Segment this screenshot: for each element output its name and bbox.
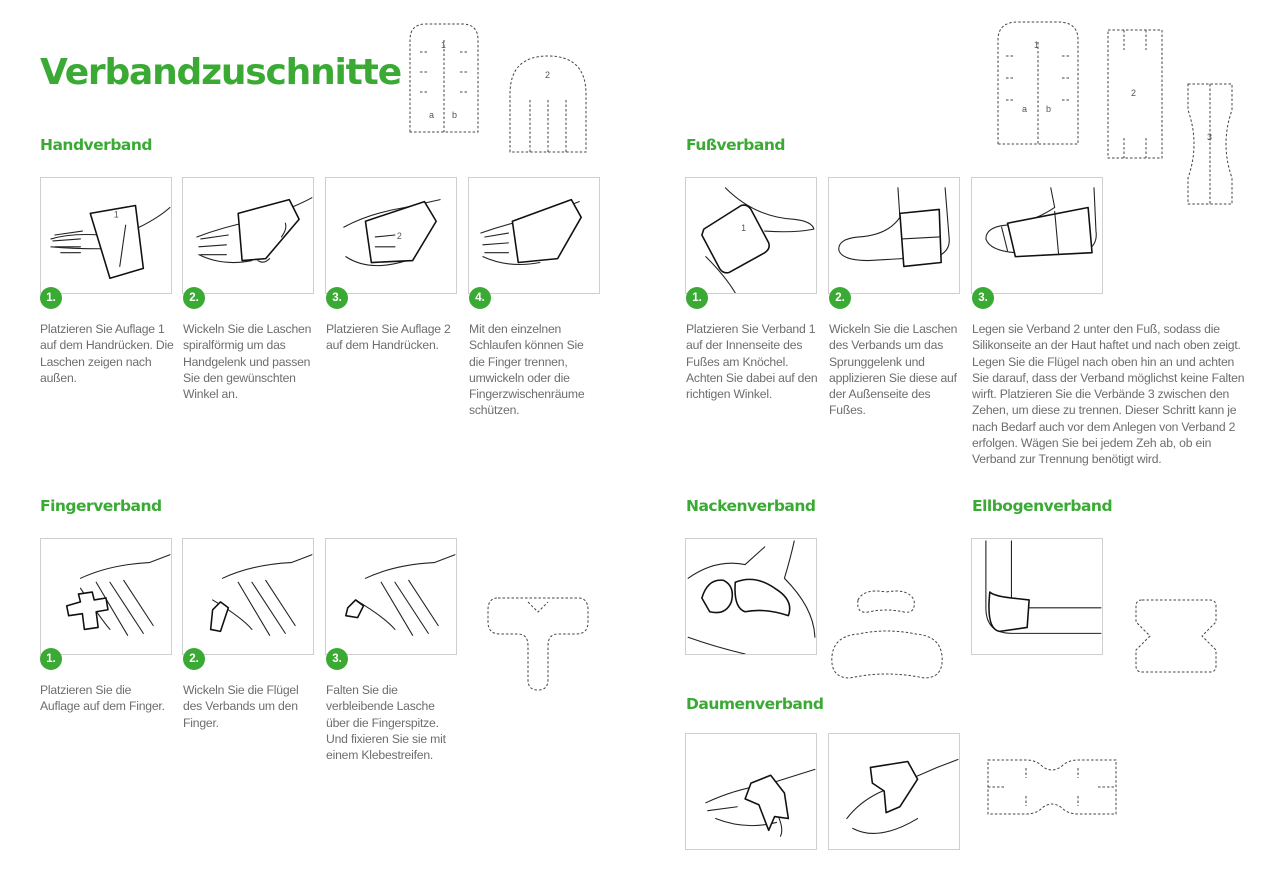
step-badge: 3.	[326, 648, 348, 670]
svg-text:1: 1	[113, 209, 119, 220]
finger-step-1-illustration	[40, 538, 172, 655]
step-caption: Platzieren Sie Auflage 1 auf dem Handrücken. Die Laschen zeigen nach außen.	[40, 322, 174, 385]
step-badge: 1.	[40, 287, 62, 309]
step-caption: Platzieren Sie die Auflage auf dem Finger.	[40, 683, 165, 714]
hand-pattern-1	[408, 22, 480, 134]
section-title-ellbogenverband: Ellbogenverband	[972, 497, 1113, 515]
thumb-pattern	[986, 758, 1118, 816]
step-badge: 1.	[686, 287, 708, 309]
page-title: Verbandzuschnitte	[40, 52, 401, 93]
step-caption: Platzieren Sie Verband 1 auf der Innenseite des Fußes am Knöchel. Achten Sie dabei auf den richtigen Winkel.	[686, 322, 818, 402]
foot-step-3-illustration	[971, 177, 1103, 294]
foot-step-1-illustration	[685, 177, 817, 294]
step-caption: Wickeln Sie die Laschen spiralförmig um das Handgelenk und passen Sie den gewünschten Winkel an.	[183, 322, 312, 402]
step-badge: 3.	[972, 287, 994, 309]
hand-step-1-illustration	[40, 177, 172, 294]
pattern-label: b	[1046, 104, 1052, 114]
pattern-label: 1	[441, 40, 447, 50]
step-caption: Mit den einzelnen Schlaufen können Sie die Finger trennen, umwickeln oder die Fingerzwischenräume schützen.	[469, 322, 585, 418]
thumb-step-1-illustration	[685, 733, 817, 850]
hand-step-4-illustration	[468, 177, 600, 294]
pattern-label: 3	[1207, 132, 1213, 142]
step-caption: Wickeln Sie die Flügel des Verbands um den Finger.	[183, 683, 299, 730]
finger-pattern	[486, 596, 590, 692]
svg-text:2: 2	[396, 230, 402, 241]
pattern-label: 2	[545, 70, 551, 80]
section-title-daumenverband: Daumenverband	[686, 695, 824, 713]
finger-step-3-illustration	[325, 538, 457, 655]
neck-pattern-1	[854, 586, 918, 622]
pattern-label: 1	[1034, 40, 1040, 50]
step-badge: 1.	[40, 648, 62, 670]
pattern-label: 2	[1131, 88, 1137, 98]
section-title-nackenverband: Nackenverband	[686, 497, 816, 515]
thumb-step-2-illustration	[828, 733, 960, 850]
step-badge: 2.	[829, 287, 851, 309]
foot-pattern-2	[1106, 28, 1164, 160]
step-badge: 4.	[469, 287, 491, 309]
hand-step-2-illustration	[182, 177, 314, 294]
step-badge: 2.	[183, 287, 205, 309]
neck-illustration	[685, 538, 817, 655]
hand-step-3-illustration	[325, 177, 457, 294]
step-badge: 3.	[326, 287, 348, 309]
step-caption: Falten Sie die verbleibende Lasche über die Fingerspitze. Und fixieren Sie sie mit einem Klebestreifen.	[326, 683, 446, 763]
finger-step-2-illustration	[182, 538, 314, 655]
hand-pattern-2	[508, 54, 588, 156]
step-caption: Platzieren Sie Auflage 2 auf dem Handrücken.	[326, 322, 451, 353]
foot-step-2-illustration	[828, 177, 960, 294]
elbow-pattern	[1134, 598, 1218, 674]
section-title-fingerverband: Fingerverband	[40, 497, 162, 515]
section-title-handverband: Handverband	[40, 136, 153, 154]
elbow-illustration	[971, 538, 1103, 655]
section-title-fussverband: Fußverband	[686, 136, 785, 154]
svg-text:1: 1	[741, 223, 747, 234]
step-caption: Legen sie Verband 2 unter den Fuß, sodass die Silikonseite an der Haut haftet und nach oben zeigt. Legen Sie die Flügel nach oben hin an und achten Sie darauf, dass der Verband möglichst keine Falten wirft. Platzieren Sie die Verbände 3 zwischen den Zehen, um diese zu trennen. Dieser Schritt kann je nach Bedarf auch vor dem Anlegen von Verband 2 erfolgen. Wägen Sie bei jedem Zeh ab, ob ein Verband zur Trennung benötigt wird.	[972, 322, 1245, 467]
pattern-label: a	[1022, 104, 1028, 114]
step-caption: Wickeln Sie die Laschen des Verbands um das Sprunggelenk und applizieren Sie diese auf der Außenseite des Fußes.	[829, 322, 958, 418]
pattern-label: a	[429, 110, 435, 120]
foot-pattern-3	[1186, 82, 1234, 206]
foot-pattern-1	[996, 20, 1080, 146]
step-badge: 2.	[183, 648, 205, 670]
neck-pattern-2	[828, 626, 946, 682]
pattern-label: b	[452, 110, 458, 120]
